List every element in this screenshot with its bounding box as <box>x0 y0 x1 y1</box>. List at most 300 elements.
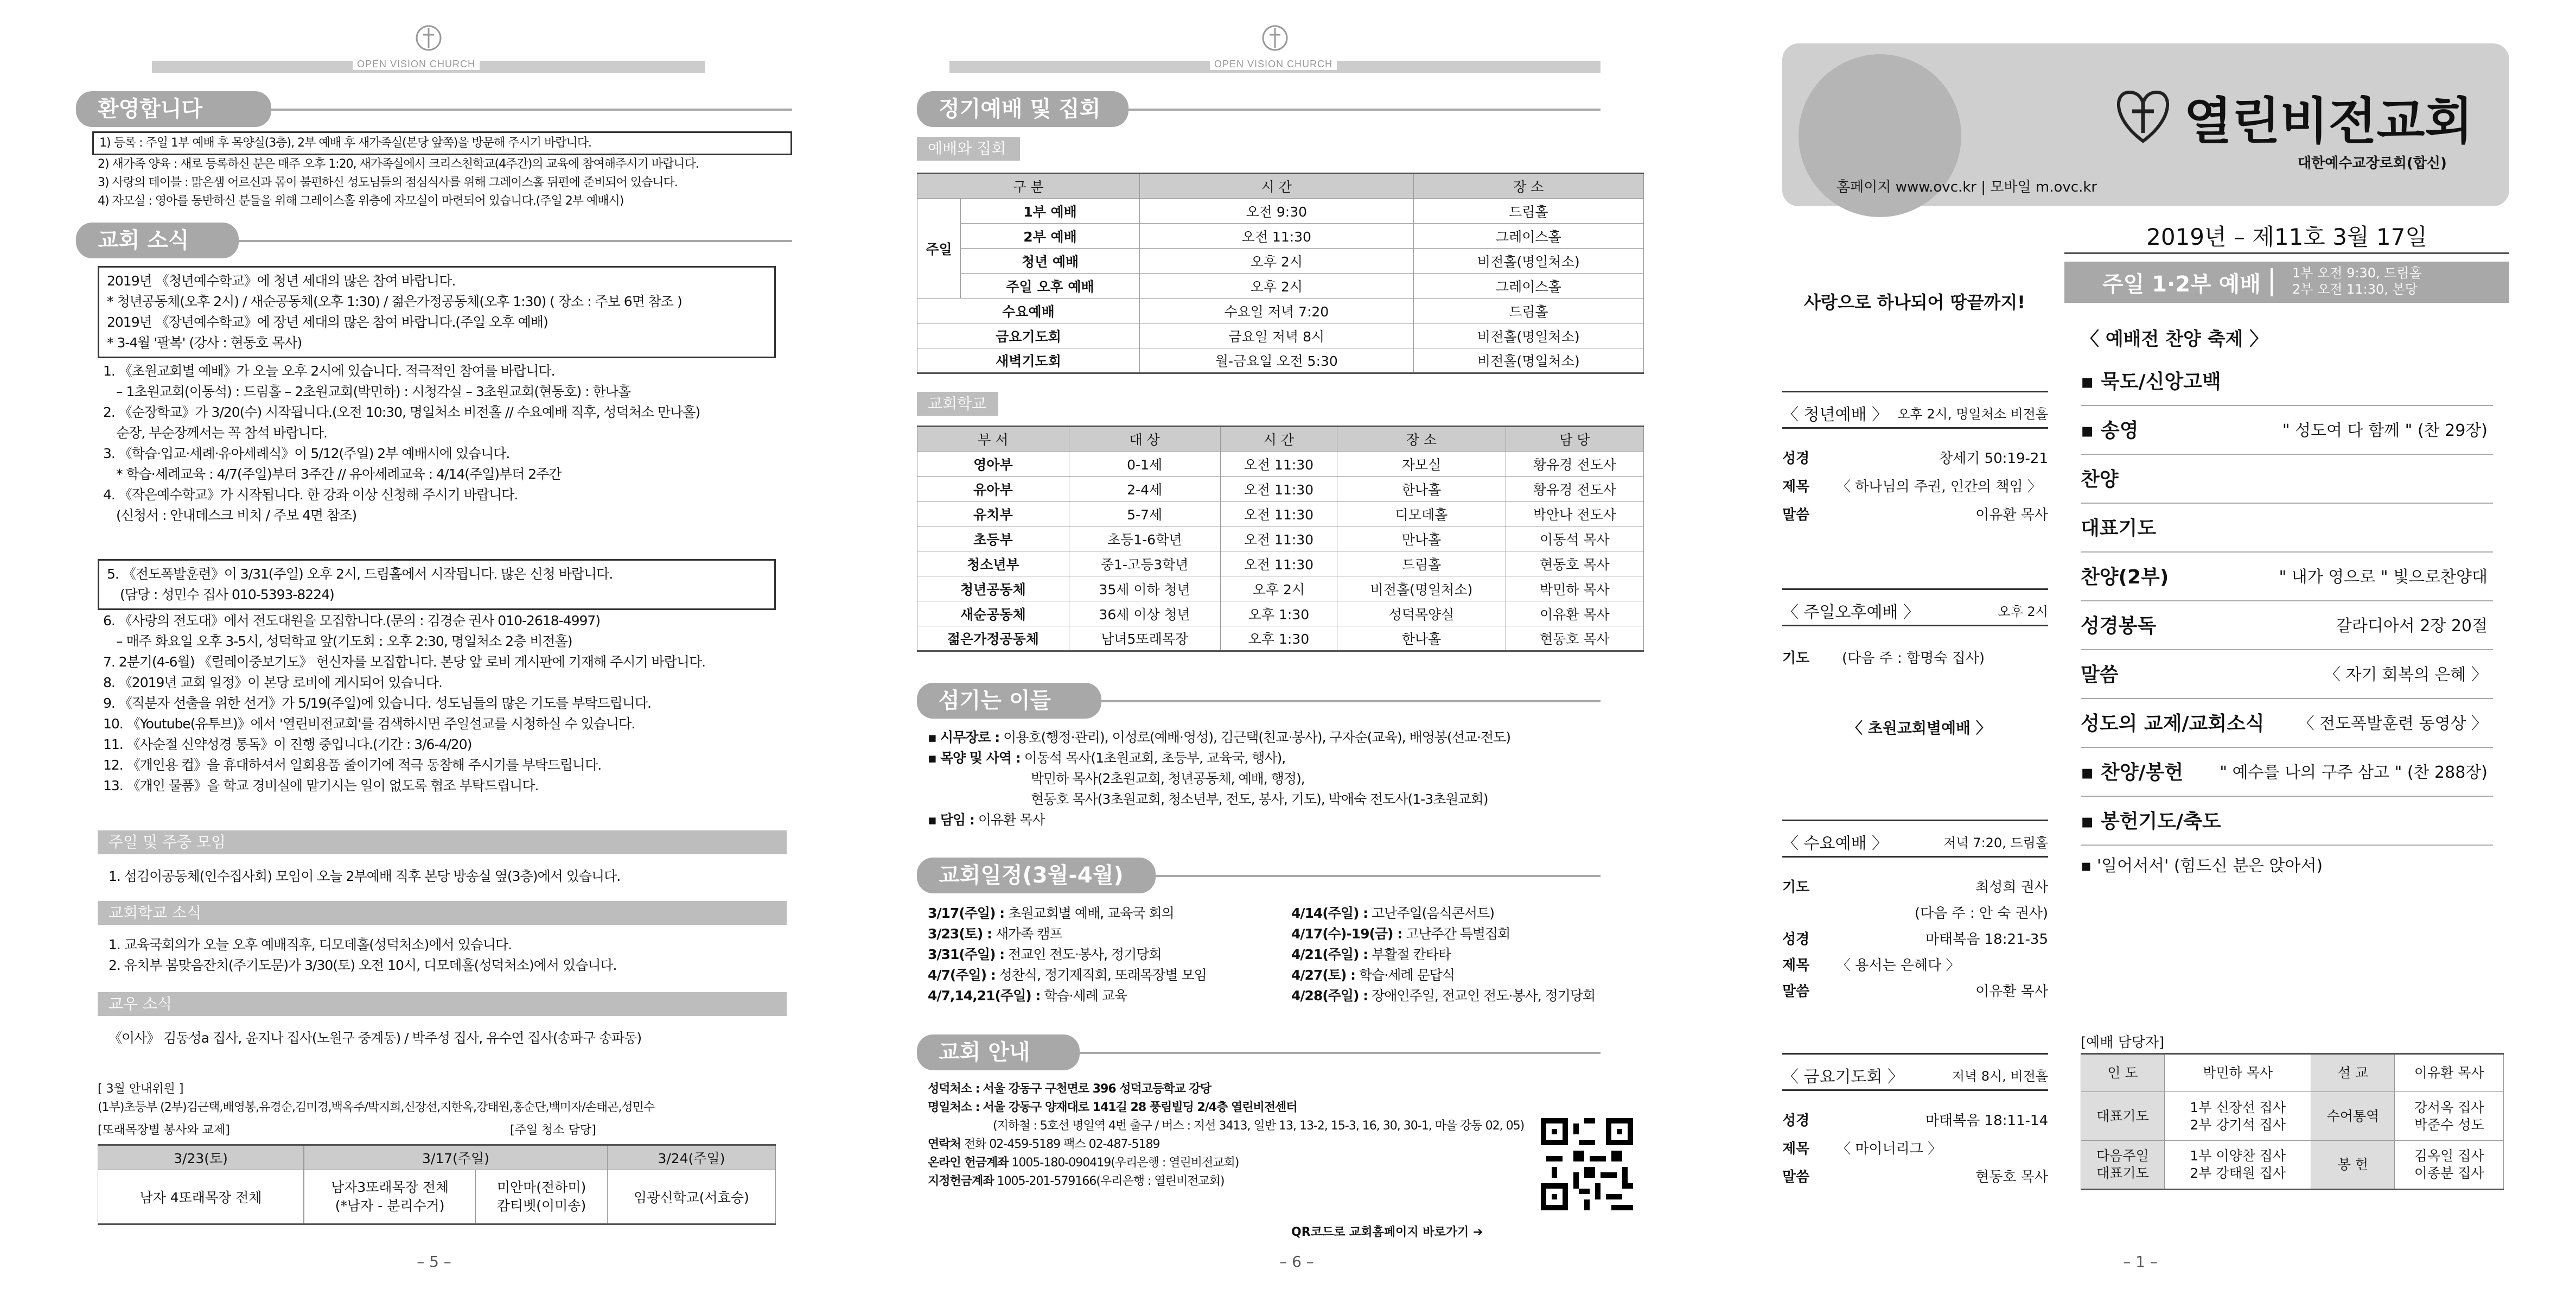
servants-list <box>928 727 1510 830</box>
calendar-item <box>1291 924 1595 944</box>
cover-banner <box>1782 43 2509 206</box>
row-value: 이유환 목사 <box>1975 507 2048 523</box>
cleaning-cell <box>476 1170 608 1224</box>
news-item: 11. 《사순절 신약성경 통독》이 진행 중입니다.(기간 : 3/6-4/20) <box>103 737 472 752</box>
order-value: 〈 전도폭발훈련 동영상 〉 <box>2298 714 2488 733</box>
worship-group: 주일 <box>917 199 961 299</box>
duty-person: 이유환 목사 <box>2395 1054 2504 1092</box>
service-time: 금요일 저녁 8시 <box>1140 323 1414 348</box>
row-label: 제목 <box>1782 479 1810 495</box>
afternoon-time: 오후 2시 <box>1998 604 2048 619</box>
servant-text: 박민하 목사(2초원교회, 청년공동체, 예배, 행정), <box>1031 771 1305 786</box>
service-name: 1부 예배 <box>961 199 1140 224</box>
news-item: 8. 《2019년 교회 일정》이 본당 로비에 게시되어 있습니다. <box>103 675 442 690</box>
table-cell: 한나홀 <box>1337 626 1506 651</box>
info-item <box>928 1117 1524 1135</box>
servant-label: 시무장로 : <box>940 729 1000 745</box>
page-number: – 6 – <box>1279 1253 1314 1271</box>
order-value: " 성도여 다 함께 " (찬 29장) <box>2282 421 2488 440</box>
table-cell: 초등1-6학년 <box>1069 526 1220 551</box>
order-label: ▪ 봉헌기도/축도 <box>2081 810 2221 833</box>
table-cell: 만나홀 <box>1337 526 1506 551</box>
table-row <box>917 477 1644 502</box>
section-rule <box>1128 109 1601 111</box>
row-label: 제목 <box>1782 957 1810 974</box>
servant-label: 목양 및 사역 : <box>940 750 1021 766</box>
news-line: * 청년공동체(오후 2시) / 새순공동체(오후 1:30) / 젊은가정공동체(오후 1:30) ( 장소 : 주보 6면 참조 ) <box>107 294 682 309</box>
servant-text: 현동호 목사(3초원교회, 청소년부, 전도, 봉사, 기도), 박애숙 전도사(1-3초원교회) <box>1031 791 1488 807</box>
order-head: 〈 예배전 찬양 축제 〉 <box>2081 328 2268 350</box>
table-cell: 0-1세 <box>1069 452 1220 477</box>
info-label: 성덕처소 : <box>928 1082 980 1096</box>
calendar-item <box>1291 903 1595 924</box>
servant-text: 이동석 목사(1초원교회, 초등부, 교육국, 행사), <box>1024 750 1286 766</box>
sub-title-school: 교회학교 소식 <box>98 901 787 925</box>
service-name: 수요예배 <box>917 299 1140 323</box>
duty-person: 김옥일 집사 이종분 집사 <box>2395 1141 2504 1190</box>
table-cell: 오후 1:30 <box>1220 601 1337 626</box>
service-name: 2부 예배 <box>961 224 1140 249</box>
qr-code-icon[interactable] <box>1541 1118 1633 1210</box>
welcome-line: 4) 자모실 : 영아를 동반하신 분들을 위해 그레이스홀 위층에 자모실이 마련되어 있습니다.(주일 2부 예배시) <box>98 194 624 208</box>
calendar-right <box>1291 903 1595 1006</box>
info-item <box>928 1080 1524 1099</box>
news-item: – 1초원교회(이동석) : 드림홀 – 2초원교회(박민하) : 시청각실 – 3초원교회(현동호) : 한나홀 <box>116 384 631 399</box>
school-table <box>917 426 1644 652</box>
fellowship-title: [또래목장별 봉사와 교제] <box>98 1123 230 1137</box>
cleaning-text: 캄티벳(이미송) <box>496 1198 586 1214</box>
calendar-item <box>928 924 1207 944</box>
welcome-line: 3) 사랑의 테이블 : 맑은샘 어르신과 몸이 불편하신 성도님들의 점심식사를 위해 그레이스홀 뒤편에 준비되어 있습니다. <box>98 176 678 189</box>
qr-label[interactable]: QR코드로 교회홈페이지 바로가기 ➔ <box>1291 1226 1483 1239</box>
order-value: " 내가 영으로 " 빛으로찬양대 <box>2279 568 2488 587</box>
row-label: 성경 <box>1782 1113 1810 1129</box>
service-row <box>1782 928 2048 952</box>
service-time: 오후 2시 <box>1140 249 1414 274</box>
church-logo-icon <box>1259 22 1291 54</box>
duty-role: 인 도 <box>2081 1054 2165 1092</box>
calendar-item <box>1291 965 1595 986</box>
friday-time: 저녁 8시, 비전홀 <box>1952 1069 2048 1084</box>
row-value: 창세기 50:19-21 <box>1939 450 2048 467</box>
news-box-1 <box>98 266 776 358</box>
row-label: 말씀 <box>1782 1169 1810 1185</box>
servants-title: 섬기는 이들 <box>917 683 1101 719</box>
bullet-icon: ▪ <box>928 750 940 766</box>
info-label: 지정헌금계좌 <box>928 1175 994 1188</box>
news-line: 2019년 《장년예수학교》에 장년 세대의 많은 참여 바랍니다.(주일 오후 예배) <box>107 314 548 330</box>
order-item <box>2081 700 2493 748</box>
table-cell: 오전 11:30 <box>1220 477 1337 502</box>
divider <box>2271 268 2273 296</box>
calendar-date: 4/17(수)-19(금) : <box>1291 926 1402 942</box>
worship-table <box>917 173 1644 374</box>
table-row <box>917 551 1644 576</box>
cleaning-text: 남자3또래목장 전체 <box>331 1179 449 1195</box>
school-news-list <box>109 935 617 976</box>
row-value: 마태복음 18:11-14 <box>1925 1113 2048 1129</box>
dept-name: 유치부 <box>917 502 1069 526</box>
committee-list: (1부)초등부 (2부)김근택,배영봉,유경순,김미경,백옥주/박지희,신장선,지한옥,강태원,홍순단,백미자/손태곤,성민수 <box>98 1101 655 1114</box>
col-header: 담 당 <box>1506 427 1643 452</box>
service-row <box>1782 954 2048 978</box>
table-cell: 오전 11:30 <box>1220 551 1337 576</box>
order-label: 말씀 <box>2081 664 2119 686</box>
issue-date: 2019년 – 제11호 3월 17일 <box>2064 221 2509 254</box>
news-item: 9. 《직분자 선출을 위한 선거》가 5/19(주일)에 있습니다. 성도님들의 많은 기도를 부탁드립니다. <box>103 695 651 711</box>
row-value: 최성희 권사 <box>1975 879 2048 896</box>
calendar-date: 4/21(주일) : <box>1291 947 1368 962</box>
header-brand: OPEN VISION CHURCH <box>1210 59 1337 70</box>
wednesday-title: 〈 수요예배 〉 <box>1782 834 1888 853</box>
table-cell: 현동호 목사 <box>1506 551 1643 576</box>
page-5 <box>71 0 792 1295</box>
calendar-date: 4/27(토) : <box>1291 967 1356 983</box>
servant-label: 담임 : <box>940 812 974 828</box>
service-name: 주일 오후 예배 <box>961 274 1140 299</box>
cleaning-title: [주일 청소 담당] <box>510 1123 596 1137</box>
service-place: 드림홀 <box>1413 299 1643 323</box>
table-row <box>2081 1092 2504 1141</box>
duty-role: 수어통역 <box>2311 1092 2395 1141</box>
calendar-date: 4/28(주일) : <box>1291 988 1368 1004</box>
col-header: 시 간 <box>1140 174 1414 199</box>
calendar-item <box>1291 944 1595 965</box>
service-row <box>1782 1138 2048 1161</box>
table-row <box>917 626 1644 651</box>
committee-title: [ 3월 안내위원 ] <box>98 1082 184 1096</box>
table-cell: 드림홀 <box>1337 551 1506 576</box>
news-line: 2019년 《청년예수학교》에 청년 세대의 많은 참여 바랍니다. <box>107 273 456 289</box>
list-item <box>928 810 1510 830</box>
news-item: 12. 《개인용 컵》을 휴대하셔서 일회용품 줄이기에 적극 동참해 주시기를 부탁드립니다. <box>103 757 602 773</box>
service-place: 비전홀(명일처소) <box>1413 348 1643 373</box>
table-cell: 현동호 목사 <box>1506 626 1643 651</box>
table-cell: 남녀5또래목장 <box>1069 626 1220 651</box>
row-value: (다음 주 : 안 숙 권사) <box>1914 905 2048 922</box>
table-cell: 오전 11:30 <box>1220 502 1337 526</box>
service-name: 금요기도회 <box>917 323 1140 348</box>
service-row <box>1782 902 2048 926</box>
order-item <box>2081 505 2493 553</box>
row-label: 기도 <box>1782 879 1810 896</box>
info-text: (지하철 : 5호선 명일역 4번 출구 / 버스 : 지선 3413, 일반 13, 13-2, 15-3, 16, 30, 30-1, 마을 강동 02, 05) <box>993 1119 1525 1133</box>
members-item: 《이사》 김동성a 집사, 윤지나 집사(노원구 중계동) / 박주성 집사, 유수연 집사(송파구 송파동) <box>109 1030 642 1046</box>
cleaning-table <box>304 1144 776 1225</box>
info-item <box>928 1135 1524 1154</box>
row-value: 〈 용서는 은혜다 〉 <box>1837 957 1960 974</box>
section-rule <box>271 109 792 111</box>
info-text: 서울 강동구 구천면로 396 성덕고등학교 강당 <box>983 1082 1211 1096</box>
news-item: 10. 《Youtube(유투브)》에서 '열린비전교회'를 검색하시면 주일설교를 시청하실 수 있습니다. <box>103 716 635 732</box>
calendar-event: 전교인 전도·봉사, 정기당회 <box>1008 947 1162 962</box>
calendar-date: 4/14(주일) : <box>1291 905 1368 921</box>
bullet-icon: ▪ <box>928 729 940 745</box>
calendar-item <box>928 986 1207 1006</box>
section-rule <box>1156 875 1601 877</box>
list-item <box>928 769 1510 789</box>
school-subtitle: 교회학교 <box>917 392 998 416</box>
order-item <box>2081 456 2493 504</box>
info-text: 서울 강동구 양재대로 141길 28 풍림빌딩 2/4층 열린비전센터 <box>983 1101 1297 1114</box>
news-item: 3. 《학습·입교·세례·유아세례식》이 5/12(주일) 2부 예배시에 있습니다. <box>103 446 510 461</box>
news-item: 13. 《개인 물품》을 학교 경비실에 맡기시는 일이 없도록 협조 부탁드립니다. <box>103 778 539 793</box>
order-item <box>2081 358 2493 406</box>
table-cell: 오전 11:30 <box>1220 526 1337 551</box>
afternoon-title: 〈 주일오후예배 〉 <box>1782 603 1920 622</box>
youth-title: 〈 청년예배 〉 <box>1782 405 1888 424</box>
calendar-date: 3/17(주일) : <box>928 905 1005 921</box>
news-item: 2. 《순장학교》가 3/20(수) 시작됩니다.(오전 10:30, 명일처소 비전홀 // 수요예배 직후, 성덕처소 만나홀) <box>103 404 700 420</box>
order-item <box>2081 407 2493 455</box>
denomination: 대한예수교장로회(합신) <box>2298 155 2447 172</box>
dept-name: 초등부 <box>917 526 1069 551</box>
school-news-item: 1. 교육국회의가 오늘 오후 예배직후, 디모데홀(성덕처소)에서 있습니다. <box>109 937 512 953</box>
service-place: 비전홀(명일처소) <box>1413 323 1643 348</box>
info-text: 전화 02-459-5189 팩스 02-487-5189 <box>964 1138 1160 1151</box>
news-item: (신청서 : 안내데스크 비치 / 주보 4면 참조) <box>116 507 357 523</box>
calendar-left <box>928 903 1207 1006</box>
order-label: 대표기도 <box>2081 517 2157 539</box>
calendar-event: 부활절 칸타타 <box>1372 947 1451 962</box>
servant-text: 이유환 목사 <box>978 812 1045 828</box>
row-label: 성경 <box>1782 450 1810 467</box>
news-item: 순장, 부순장께서는 꼭 참석 바랍니다. <box>116 425 327 441</box>
table-row <box>2081 1054 2504 1092</box>
col-header: 장 소 <box>1413 174 1643 199</box>
order-value: " 예수를 나의 구주 삼고 " (찬 288장) <box>2220 763 2488 782</box>
table-row <box>917 576 1644 601</box>
church-logo-icon <box>2108 81 2178 147</box>
news-line: 5. 《전도폭발훈련》이 3/31(주일) 오후 2시, 드림홀에서 시작됩니다. 많은 신청 바랍니다. <box>107 566 613 582</box>
duty-role: 봉 헌 <box>2311 1141 2395 1190</box>
info-label: 연락처 <box>928 1138 961 1151</box>
news-line: * 3-4월 '팔복' (강사 : 현동호 목사) <box>107 335 302 351</box>
order-label: ▪ 찬양/봉헌 <box>2081 761 2184 784</box>
fellowship-value: 남자 4또래목장 전체 <box>98 1170 304 1224</box>
table-cell: 중1-고등3학년 <box>1069 551 1220 576</box>
page-6 <box>917 0 1687 1295</box>
order-note: ▪ '일어서서' (힘드신 분은 앉아서) <box>2081 856 2323 875</box>
sub-title-members: 교우 소식 <box>98 992 787 1016</box>
order-value: 갈라디아서 2장 20절 <box>2336 617 2488 636</box>
row-label: 기도 <box>1782 650 1810 666</box>
service-place: 비전홀(명일처소) <box>1413 249 1643 274</box>
order-label: 성도의 교제/교회소식 <box>2081 713 2265 735</box>
duty-person: 1부 신장선 집사 2부 강기석 집사 <box>2164 1092 2311 1141</box>
calendar-date: 3/31(주일) : <box>928 947 1005 962</box>
section-rule <box>239 240 792 242</box>
service-row <box>1782 980 2048 1004</box>
afternoon-note: 〈 초원교회별예배 〉 <box>1847 719 1991 737</box>
service-banner <box>2064 262 2509 303</box>
calendar-item <box>928 965 1207 986</box>
news-item: * 학습·세례교육 : 4/7(주일)부터 3주간 // 유아세례교육 : 4/14(주일)부터 2주간 <box>116 466 562 482</box>
page-1 <box>1782 0 2509 1295</box>
dept-name: 유아부 <box>917 477 1069 502</box>
info-label: 명일처소 : <box>928 1101 980 1114</box>
news-line: (담당 : 성민수 집사 010-5393-8224) <box>120 587 334 602</box>
table-row <box>917 502 1644 526</box>
school-news-item: 2. 유치부 봄맞음잔치(주기도문)가 3/30(토) 오전 10시, 디모데홀(성덕처소)에서 있습니다. <box>109 957 617 973</box>
table-cell: 36세 이상 청년 <box>1069 601 1220 626</box>
table-cell: 디모데홀 <box>1337 502 1506 526</box>
friday-header <box>1782 1053 2048 1091</box>
service-place: 드림홀 <box>1413 199 1643 224</box>
afternoon-header <box>1782 588 2048 626</box>
table-cell: 성덕목양실 <box>1337 601 1506 626</box>
website[interactable]: 홈페이지 www.ovc.kr | 모바일 m.ovc.kr <box>1837 179 2097 195</box>
cleaning-cell <box>304 1170 476 1224</box>
order-item <box>2081 554 2493 601</box>
col-header: 장 소 <box>1337 427 1506 452</box>
service-row <box>1782 876 2048 900</box>
calendar-event: 학습·세례 문답식 <box>1359 967 1455 983</box>
wednesday-time: 저녁 7:20, 드림홀 <box>1943 835 2048 850</box>
duty-title: [예배 담당자] <box>2081 1034 2165 1051</box>
service-row <box>1782 647 2048 671</box>
table-cell: 황유경 전도사 <box>1506 452 1643 477</box>
table-cell: 2-4세 <box>1069 477 1220 502</box>
row-value: (다음 주 : 함명숙 집사) <box>1842 650 1985 666</box>
row-value: 〈 마이너리그 〉 <box>1837 1141 1942 1157</box>
duty-role: 설 교 <box>2311 1054 2395 1092</box>
service-time: 오후 2시 <box>1140 274 1414 299</box>
servant-text: 이용호(행정·관리), 이성로(예배·영성), 김근택(친교·봉사), 구자순(교육), 배영봉(선교·전도) <box>1003 729 1511 745</box>
welcome-list <box>98 155 699 211</box>
order-label: 찬양(2부) <box>2081 566 2169 588</box>
dept-name: 젊은가정공동체 <box>917 626 1069 651</box>
news-list-b <box>103 611 705 796</box>
page-number: – 1 – <box>2123 1253 2158 1271</box>
table-row <box>917 526 1644 551</box>
row-label: 말씀 <box>1782 983 1810 1000</box>
table-cell: 황유경 전도사 <box>1506 477 1643 502</box>
service-time: 월-금요일 오전 5:30 <box>1140 348 1414 373</box>
cleaning-text: (*남자 - 분리수거) <box>335 1198 445 1214</box>
row-value: 이유환 목사 <box>1975 983 2048 1000</box>
table-cell: 자모실 <box>1337 452 1506 477</box>
motto: 사랑으로 하나되어 땅끝까지! <box>1804 292 2025 313</box>
cleaning-text: 미안마(전하미) <box>496 1179 586 1195</box>
info-list <box>928 1080 1524 1191</box>
order-label: 찬양 <box>2081 468 2119 491</box>
order-item <box>2081 798 2493 846</box>
table-cell: 이동석 목사 <box>1506 526 1643 551</box>
service-row <box>1782 447 2048 471</box>
list-item <box>928 789 1510 810</box>
col-header: 부 서 <box>917 427 1069 452</box>
dept-name: 청소년부 <box>917 551 1069 576</box>
duty-role: 대표기도 <box>2081 1092 2165 1141</box>
wednesday-header <box>1782 820 2048 858</box>
calendar-title: 교회일정(3월-4월) <box>917 858 1156 893</box>
order-of-worship <box>2081 320 2504 876</box>
section-rule <box>1080 1052 1601 1054</box>
calendar-event: 고난주간 특별집회 <box>1406 926 1510 942</box>
order-value: 〈 자기 회복의 은혜 〉 <box>2324 665 2488 684</box>
calendar-event: 고난주일(음식콘서트) <box>1372 905 1494 921</box>
service-name: 청년 예배 <box>961 249 1140 274</box>
list-item <box>928 748 1510 769</box>
row-label: 성경 <box>1782 931 1810 948</box>
service-place: 그레이스홀 <box>1413 224 1643 249</box>
page-number: – 5 – <box>417 1253 451 1271</box>
info-title: 교회 안내 <box>917 1034 1080 1070</box>
meetings-item: 1. 섬김이공동체(인수집사회) 모임이 오늘 2부예배 직후 본당 방송실 옆(3층)에서 있습니다. <box>109 868 621 884</box>
cleaning-date: 3/24(주일) <box>607 1145 775 1170</box>
news-item: – 매주 화요일 오후 3-5시, 성덕학교 앞(기도회 : 오후 2:30, 명일처소 2층 비전홀) <box>116 633 572 649</box>
news-title: 교회 소식 <box>76 223 239 258</box>
service-row <box>1782 504 2048 528</box>
table-row <box>917 601 1644 626</box>
duty-person: 1부 이양찬 집사 2부 강태원 집사 <box>2164 1141 2311 1190</box>
fellowship-table <box>98 1144 304 1225</box>
info-item <box>928 1172 1524 1191</box>
duty-person: 강서옥 집사 박준수 성도 <box>2395 1092 2504 1141</box>
row-label: 말씀 <box>1782 507 1810 523</box>
table-cell: 35세 이하 청년 <box>1069 576 1220 601</box>
order-label: 성경봉독 <box>2081 615 2157 637</box>
calendar-event: 학습·세례 교육 <box>1044 988 1127 1004</box>
table-cell: 한나홀 <box>1337 477 1506 502</box>
info-item <box>928 1154 1524 1172</box>
calendar-item <box>928 944 1207 965</box>
row-label: 제목 <box>1782 1141 1810 1157</box>
row-value: 〈 하나님의 주권, 인간의 책임 〉 <box>1837 479 2042 495</box>
friday-title: 〈 금요기도회 〉 <box>1782 1068 1904 1087</box>
service-row <box>1782 1166 2048 1190</box>
church-logo-icon <box>412 22 445 54</box>
service-time: 수요일 저녁 7:20 <box>1140 299 1414 323</box>
list-item <box>928 727 1510 748</box>
service-times <box>2292 265 2422 297</box>
dept-name: 영아부 <box>917 452 1069 477</box>
table-cell: 오후 2시 <box>1220 576 1337 601</box>
service-time: 오전 9:30 <box>1140 199 1414 224</box>
news-item: 4. 《작은예수학교》가 시작됩니다. 한 강좌 이상 신청해 주시기 바랍니다. <box>103 487 518 503</box>
row-value: 현동호 목사 <box>1975 1169 2048 1185</box>
order-item <box>2081 749 2493 797</box>
service-name: 새벽기도회 <box>917 348 1140 373</box>
header-brand: OPEN VISION CHURCH <box>353 59 480 70</box>
service-time: 오전 11:30 <box>1140 224 1414 249</box>
calendar-date: 3/23(토) : <box>928 926 992 942</box>
table-cell: 박안나 전도사 <box>1506 502 1643 526</box>
col-header: 대 상 <box>1069 427 1220 452</box>
youth-header <box>1782 391 2048 429</box>
news-item: 7. 2분기(4-6월) 《릴레이중보기도》 헌신자를 모집합니다. 본당 앞 로비 게시판에 기재해 주시기 바랍니다. <box>103 654 706 670</box>
duty-table <box>2081 1053 2504 1190</box>
news-list-a <box>103 361 700 526</box>
info-item <box>928 1099 1524 1117</box>
service-row <box>1782 475 2048 499</box>
duty-role: 다음주일 대표기도 <box>2081 1141 2165 1190</box>
service-title: 주일 1·2부 예배 <box>2102 272 2261 297</box>
service-place: 그레이스홀 <box>1413 274 1643 299</box>
order-item <box>2081 602 2493 650</box>
calendar-event: 새가족 캠프 <box>995 926 1062 942</box>
dept-name: 청년공동체 <box>917 576 1069 601</box>
section-rule <box>1101 700 1601 702</box>
news-item: 6. 《사랑의 전도대》에서 전도대원을 모집합니다.(문의 : 김경순 권사 010-2618-4997) <box>103 613 601 629</box>
welcome-box <box>92 131 792 155</box>
table-cell: 오전 11:30 <box>1220 452 1337 477</box>
info-text: 1005-180-090419(우리은행 : 열린비전교회) <box>1011 1156 1239 1170</box>
service-row <box>1782 1109 2048 1133</box>
news-box-2 <box>98 559 776 610</box>
calendar-item <box>928 903 1207 924</box>
